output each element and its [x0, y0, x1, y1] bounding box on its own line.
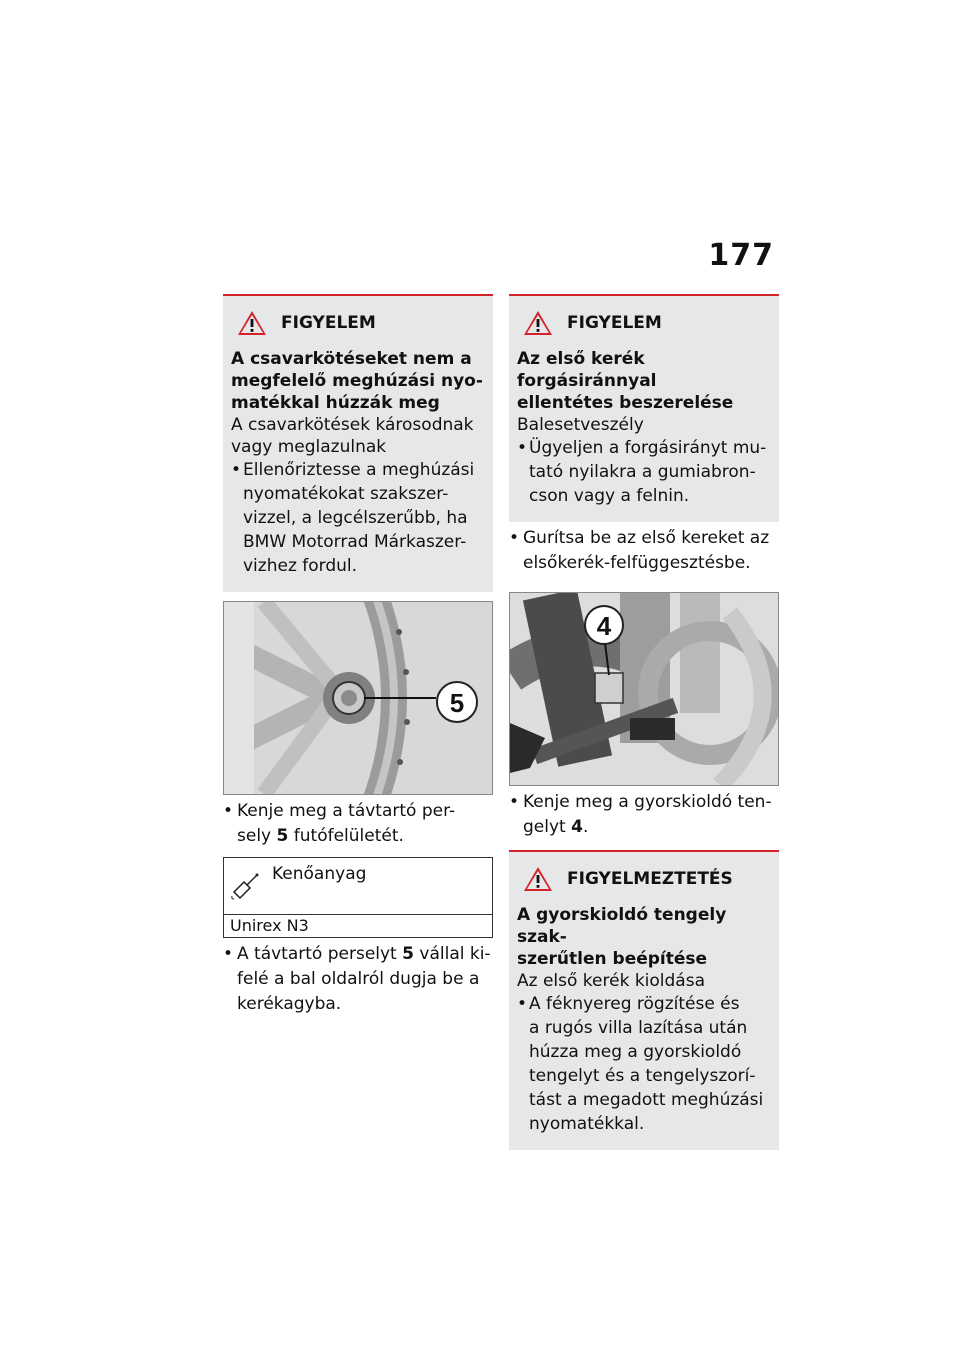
bullet-line: vizzel, a legcélszerűbb, ha [243, 508, 468, 528]
warning-bullet: • Ellenőriztesse a meghúzási nyomatékokat szakszer- vizzel, a legcélszerűbb, ha BMW Motorrad Márkaszer- vizhez fordul. [231, 460, 475, 576]
warning-header [523, 310, 769, 336]
warning-heading-line: matékkal húzzák meg [231, 393, 440, 413]
warning-box [509, 850, 779, 1150]
warning-triangle-icon [523, 866, 553, 892]
instruction-step: • Kenje meg a gyorskioldó ten- gelyt 4. [509, 792, 772, 837]
warning-text-line: Az első kerék kioldása [517, 971, 705, 991]
bullet-line: Ellenőriztesse a meghúzási [243, 460, 475, 480]
page-number: 177 [708, 238, 774, 273]
bullet-line: cson vagy a felnin. [529, 486, 690, 506]
step-text: sely [237, 826, 277, 846]
warning-heading-line: Az első kerék forgásiránnyal [517, 349, 657, 391]
step-text: Kenje meg a távtartó per- [237, 801, 456, 821]
bullet-line: BMW Motorrad Márkaszer- [243, 532, 467, 552]
warning-triangle-icon [523, 310, 553, 336]
part-reference: 5 [276, 826, 289, 846]
right-column [509, 294, 779, 1150]
lubricant-value: Unirex N3 [224, 914, 492, 937]
figure-callout-label: 5 [449, 688, 465, 718]
bullet-line: nyomatékkal. [529, 1114, 645, 1134]
step-text: felé a bal oldalról dugja be a [237, 969, 480, 989]
warning-box [223, 294, 493, 592]
warning-title: FIGYELEM [281, 313, 376, 333]
step-text: futófelületét. [288, 826, 404, 846]
warning-triangle-icon [237, 310, 267, 336]
step-text: Gurítsa be az első kereket az [523, 528, 770, 548]
warning-title: FIGYELEM [567, 313, 662, 333]
warning-title: FIGYELMEZTETÉS [567, 869, 733, 889]
step-text: Kenje meg a gyorskioldó ten- [523, 792, 772, 812]
quick-release-axle-photo [509, 592, 779, 786]
instruction-step: • Kenje meg a távtartó per- sely 5 futófelületét. [223, 801, 456, 846]
lubricant-label: Kenőanyag [272, 864, 367, 884]
step-text: kerékagyba. [237, 994, 342, 1014]
lubricant-oil-can-icon [230, 872, 260, 900]
step-text: vállal ki- [413, 944, 491, 964]
bullet-line: a rugós villa lazítása után [529, 1018, 748, 1038]
warning-header [523, 866, 769, 892]
instruction-step: • Gurítsa be az első kereket az elsőkerék-felfüggesztésbe. [509, 528, 770, 573]
warning-header [237, 310, 483, 336]
step-text: . [582, 817, 589, 837]
part-reference: 4 [571, 817, 583, 837]
bullet-line: tengelyt és a tengelyszorí- [529, 1066, 756, 1086]
bullet-line: vizhez fordul. [243, 556, 358, 576]
warning-text-line: Balesetveszély [517, 415, 644, 435]
warning-heading-line: A gyorskioldó tengely szak- [517, 905, 727, 947]
bullet-line: nyomatékokat szakszer- [243, 484, 449, 504]
warning-heading-line: ellentétes beszerelése [517, 393, 734, 413]
instruction-step: • A távtartó perselyt 5 vállal ki- felé a bal oldalról dugja be a kerékagyba. [223, 944, 491, 1014]
warning-text-line: vagy meglazulnak [231, 437, 387, 457]
figure-callout-label: 4 [596, 611, 612, 641]
bullet-line: húzza meg a gyorskioldó [529, 1042, 742, 1062]
left-column [223, 294, 493, 1017]
bullet-line: Ügyeljen a forgásirányt mu- [529, 438, 767, 458]
wheel-hub-photo [223, 601, 493, 795]
lubricant-box [223, 857, 493, 938]
warning-box [509, 294, 779, 522]
step-text: elsőkerék-felfüggesztésbe. [523, 553, 751, 573]
bullet-line: A féknyereg rögzítése és [529, 994, 740, 1014]
warning-text-line: A csavarkötések károsodnak [231, 415, 474, 435]
warning-heading-line: A csavarkötéseket nem a [231, 349, 472, 369]
part-reference: 5 [402, 944, 414, 964]
warning-heading-line: szerűtlen beépítése [517, 949, 708, 969]
warning-heading-line: megfelelő meghúzási nyo- [231, 371, 483, 391]
step-text: A távtartó perselyt [237, 944, 403, 964]
warning-bullet: • Ügyeljen a forgásirányt mu- tató nyilakra a gumiabron- cson vagy a felnin. [517, 438, 767, 506]
bullet-line: tást a megadott meghúzási [529, 1090, 764, 1110]
bullet-line: tató nyilakra a gumiabron- [529, 462, 756, 482]
warning-bullet: • A féknyereg rögzítése és a rugós villa lazítása után húzza meg a gyorskioldó tengelyt és a tengelyszorí- tást a megadott meghúzási nyomatékkal. [517, 994, 764, 1134]
step-text: gelyt [523, 817, 572, 837]
